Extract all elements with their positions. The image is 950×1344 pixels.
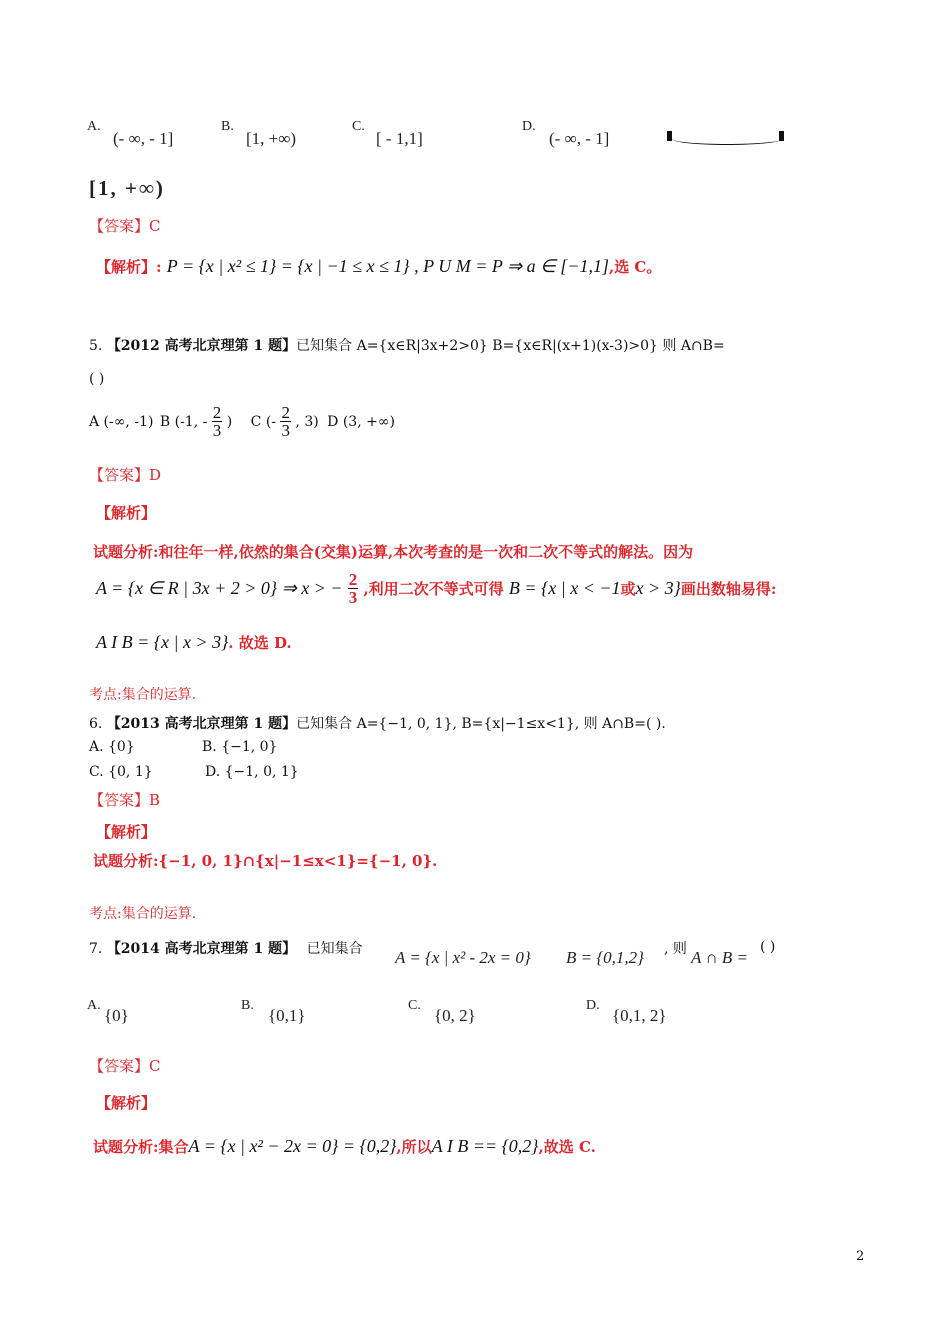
q5-option-b-fraction (212, 404, 223, 439)
q5-paren: ( ) (89, 371, 105, 387)
q5-answer (89, 464, 161, 485)
q5-analysis-math-a: A = {x ∈ R | 3x + 2 > 0} ⇒ x > − (96, 578, 343, 598)
q7-stem-math-c: A ∩ B = (691, 948, 748, 967)
q5-option-d: D (3, +∞) (327, 413, 395, 430)
q4-option-continuation: [1, +∞) (89, 176, 165, 200)
q7-stem-text: 已知集合 (306, 941, 363, 957)
q7-answer-value: C (149, 1057, 161, 1075)
fraction-numerator: 2 (281, 403, 290, 422)
q4-analysis-end: ,选 C。 (608, 258, 662, 276)
q5-analysis-tag-text: 【解析】 (96, 504, 157, 522)
q6-analysis-line: 试题分析:{−1, 0, 1}∩{x|−1≤x<1}={−1, 0}. (93, 852, 438, 870)
q7-analysis-end: ,故选 C. (538, 1138, 596, 1156)
q5-source: 【2012 高考北京理第 1 题】 (106, 338, 297, 354)
q7-analysis-line (93, 1136, 596, 1157)
q7-stem-then: , 则 (664, 941, 687, 957)
q6-analysis-tag-text: 【解析】 (96, 823, 157, 841)
q5-stem-text: 已知集合 A={x∈R|3x+2>0} B={x∈R|(x+1)(x-3)>0} 则 A∩B= (296, 338, 725, 354)
q5-analysis-or: 或 (620, 580, 636, 598)
q7-option-c-value: {0, 2} (434, 1006, 476, 1025)
q7-option-d-letter: D. (586, 998, 600, 1013)
q5-option-b-pre: B (-1, - (159, 413, 208, 430)
q7-analysis-tag (96, 1092, 156, 1113)
q7-answer-tag: 【答案】 (89, 1057, 150, 1075)
q4-analysis-tag: 【解析】: (96, 258, 162, 276)
q7-stem-start (89, 938, 363, 958)
q4-analysis (96, 256, 661, 277)
q5-analysis-line3 (96, 632, 292, 653)
fraction-denominator: 3 (281, 421, 290, 440)
q6-kaodian: 考点:集合的运算. (89, 906, 197, 922)
q5-option-c-fraction (280, 404, 291, 439)
q4-option-b-value: [1, +∞) (246, 129, 297, 148)
q5-kaodian: 考点:集合的运算. (89, 687, 197, 703)
q4-answer-tag: 【答案】 (89, 217, 150, 235)
q4-analysis-math: P = {x | x² ≤ 1} = {x | −1 ≤ x ≤ 1} , P U M = P ⇒ a ∈ [−1,1] (166, 256, 609, 276)
q4-answer-value: C (149, 217, 161, 235)
q5-option-b-post: ) (226, 413, 233, 430)
q7-stem-math-a: A = {x | x² - 2x = 0} (395, 948, 531, 967)
q7-option-c-letter: C. (408, 998, 421, 1013)
q6-option-d: D. {−1, 0, 1} (205, 764, 299, 780)
q4-option-c-letter: C. (352, 119, 365, 134)
q4-option-d-value: (- ∞, - 1] (549, 129, 610, 148)
q5-analysis-line2 (96, 571, 776, 606)
q7-answer (89, 1055, 161, 1076)
q5-number: 5. (89, 338, 103, 354)
q6-stem (89, 713, 666, 733)
q5-options (89, 404, 395, 439)
q5-analysis-line3-math: A I B = {x | x > 3} (96, 632, 229, 652)
q7-option-d-value: {0,1, 2} (612, 1006, 667, 1025)
fraction-numerator: 2 (348, 570, 358, 589)
q5-analysis-math-b: B = {x | x < −1 (508, 578, 621, 598)
q7-analysis-math-a: A = {x | x² − 2x = 0} = {0,2} (188, 1136, 397, 1156)
q5-analysis-math-c: x > 3} (635, 578, 681, 598)
q4-option-b-letter: B. (221, 119, 234, 134)
page-number: 2 (856, 1249, 865, 1264)
q5-analysis-mid: ,利用二次不等式可得 (363, 580, 504, 598)
q7-stem-math-b: B = {0,1,2} (566, 948, 644, 967)
q4-option-d-letter: D. (522, 119, 536, 134)
q6-answer-value: B (149, 791, 161, 809)
q5-analysis-tag (96, 502, 156, 523)
q4-option-c-value: [ - 1,1] (376, 129, 423, 148)
q7-analysis-tag-text: 【解析】 (96, 1094, 157, 1112)
q5-answer-tag: 【答案】 (89, 466, 150, 484)
q7-analysis-mid: ,所以 (396, 1138, 432, 1156)
q7-number: 7. (89, 941, 103, 957)
q5-analysis-line3-end: . 故选 D. (228, 634, 292, 652)
fraction-numerator: 2 (212, 403, 222, 422)
q6-stem-text: 已知集合 A={−1, 0, 1}, B={x|−1≤x<1}, 则 A∩B=( ). (296, 716, 666, 732)
q5-option-c-pre: C (- (250, 413, 277, 430)
q6-option-a: A. {0} (89, 739, 135, 755)
q7-paren: ( ) (760, 939, 776, 955)
q7-option-a-letter: A. (87, 998, 101, 1013)
q6-option-c: C. {0, 1} (89, 764, 153, 780)
q6-option-b: B. {−1, 0} (202, 739, 278, 755)
q7-analysis-pre: 试题分析:集合 (93, 1138, 189, 1156)
fraction-denominator: 3 (212, 421, 222, 440)
q5-option-c-post: , 3) (295, 413, 319, 430)
q5-stem (89, 335, 725, 355)
q4-option-a-letter: A. (87, 119, 101, 134)
q6-number: 6. (89, 716, 103, 732)
q7-analysis-math-b: A I B == {0,2} (431, 1136, 539, 1156)
q4-answer (89, 215, 161, 236)
q7-option-b-value: {0,1} (268, 1006, 306, 1025)
q5-analysis-fraction (348, 571, 359, 606)
q7-source: 【2014 高考北京理第 1 题】 (106, 941, 297, 957)
q5-analysis-end: 画出数轴易得: (680, 580, 777, 598)
q4-option-a-value: (- ∞, - 1] (113, 129, 174, 148)
q6-answer-tag: 【答案】 (89, 791, 150, 809)
q6-source: 【2013 高考北京理第 1 题】 (106, 716, 297, 732)
q6-answer (89, 789, 160, 810)
q5-option-a: A (-∞, -1) (89, 413, 154, 430)
q7-option-b-letter: B. (241, 998, 254, 1013)
q6-analysis-tag (96, 821, 156, 842)
q5-answer-value: D (149, 466, 162, 484)
q7-option-a-value: {0} (104, 1006, 129, 1025)
q5-analysis-line1: 试题分析:和往年一样,依然的集合(交集)运算,本次考查的是一次和二次不等式的解法。因为 (93, 543, 694, 561)
fraction-denominator: 3 (348, 588, 358, 607)
